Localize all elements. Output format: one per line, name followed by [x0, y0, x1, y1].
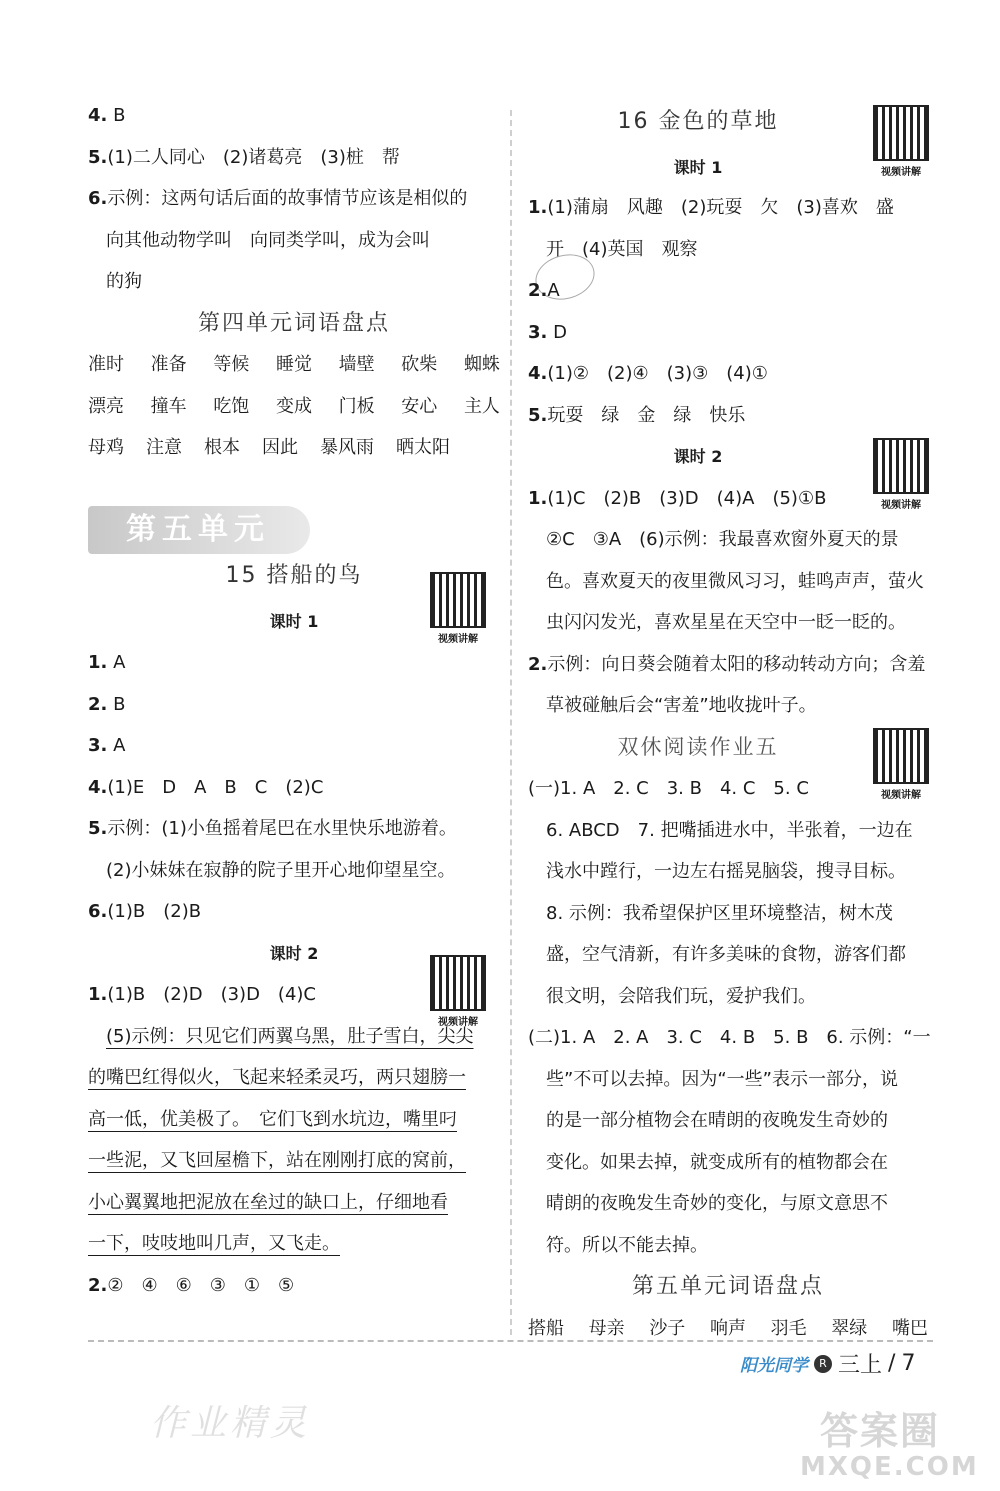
word: 睡觉	[275, 354, 312, 375]
word: 根本	[204, 437, 240, 458]
l16-ks1-answer-4: 4.(1)② (2)④ (3)③ (4)①	[528, 363, 768, 384]
word: 因此	[262, 437, 298, 458]
weekend-part2-line1: (二)1. A 2. A 3. C 4. B 5. B 6. 示例：“一	[528, 1027, 931, 1048]
unit4-words-row3	[88, 427, 500, 469]
l15-ks2-answer-1-line5: 一些泥，又飞回屋檐下，站在刚刚打底的窝前，	[88, 1150, 466, 1171]
page-separator: /	[888, 1351, 896, 1376]
weekend-part2-line4: 变化。如果去掉，就变成所有的植物都会在	[546, 1151, 888, 1173]
lesson15-ks1-label: 课时 1	[269, 611, 319, 631]
unit4-words-title: 第四单元词语盘点	[197, 310, 390, 336]
l15-ks1-answer-4: 4.(1)E D A B C (2)C	[88, 776, 324, 798]
l16-ks1-answer-5: 5.玩耍 绿 金 绿 快乐	[528, 404, 746, 426]
lesson16-ks2-label: 课时 2	[673, 447, 723, 466]
word: 砍柴	[401, 354, 438, 375]
l15-ks1-answer-1: 1. A	[88, 652, 126, 673]
l15-ks1-answer-5-line2: (2)小妹妹在寂静的院子里开心地仰望星空。	[106, 859, 456, 881]
word: 注意	[146, 437, 182, 458]
l16-ks2-answer-2-line2: 草被碰触后会“害羞”地收拢叶子。	[546, 695, 817, 716]
page-number: 7	[901, 1351, 916, 1376]
word: 漂亮	[88, 395, 124, 417]
weekend-part1-line1: (一)1. A 2. C 3. B 4. C 5. C	[528, 778, 809, 799]
word: 变成	[275, 395, 312, 417]
word: 蜘蛛	[463, 354, 500, 375]
unit5-words-row1	[528, 1308, 928, 1350]
footer-divider	[88, 1340, 933, 1342]
l15-ks2-answer-1-line2: (5)示例：只见它们两翼乌黑，肚子雪白，尖尖	[106, 1025, 474, 1047]
answer-4: 4. B	[88, 105, 126, 126]
l15-ks1-answer-5: 5.示例：(1)小鱼摇着尾巴在水里快乐地游着。	[88, 818, 457, 839]
right-column	[528, 95, 931, 1349]
word: 撞车	[150, 395, 187, 417]
word: 母亲	[588, 1317, 625, 1339]
lesson16-title: 16 金色的草地	[617, 109, 779, 134]
word: 门板	[338, 395, 375, 417]
watermark-daanquan: 答案圈	[820, 1409, 941, 1453]
l15-ks1-answer-6: 6.(1)B (2)B	[88, 901, 202, 922]
left-column	[88, 95, 500, 1306]
word: 羽毛	[770, 1317, 807, 1339]
unit5-words-title: 第五单元词语盘点	[631, 1274, 824, 1299]
l15-ks2-answer-1-line6: 小心翼翼地把泥放在垒过的缺口上，仔细地看	[88, 1191, 448, 1213]
weekend-part1-line4: 8. 示例：我希望保护区里环境整洁，树木茂	[546, 902, 893, 924]
l15-ks1-answer-2: 2. B	[88, 693, 126, 715]
l16-ks2-answer-1-line3: 色。喜欢夏天的夜里微风习习，蛙鸣声声，萤火	[546, 570, 924, 592]
brand-logo: 阳光同学	[740, 1356, 808, 1376]
l15-ks2-answer-2: 2.② ④ ⑥ ③ ① ⑤	[88, 1274, 295, 1296]
weekend-part1-line3: 浅水中蹚行，一边左右摇晃脑袋，搜寻目标。	[546, 861, 906, 882]
word: 晒太阳	[396, 437, 450, 458]
weekend-part2-line2: 些”不可以去掉。因为“一些”表示一部分，说	[546, 1068, 898, 1090]
l16-ks1-answer-3: 3. D	[528, 321, 567, 343]
answer-6: 6.示例：这两句话后面的故事情节应该是相似的	[88, 188, 468, 209]
qr-caption: 视频讲解	[881, 167, 921, 178]
weekend-part2-line6: 符。所以不能去掉。	[546, 1234, 708, 1256]
word: 吃饱	[213, 395, 250, 417]
l16-ks2-answer-1: 1.(1)C (2)B (3)D (4)A (5)①B	[528, 487, 827, 509]
l16-ks1-answer-1: 1.(1)蒲扇 风趣 (2)玩耍 欠 (3)喜欢 盛	[528, 197, 894, 218]
watermark-url: MXQE.COM	[800, 1452, 979, 1482]
qr-caption: 视频讲解	[881, 500, 921, 511]
l15-ks1-answer-3: 3. A	[88, 735, 126, 756]
l16-ks1-answer-1-line2: 开 (4)英国 观察	[546, 238, 698, 260]
word: 等候	[213, 354, 250, 375]
l15-ks2-answer-1-line4: 高一低，优美极了。 它们飞到水坑边，嘴里叼	[88, 1108, 457, 1130]
l16-ks2-answer-1-line4: 虫闪闪发光，喜欢星星在天空中一眨一眨的。	[546, 612, 906, 633]
weekend-part1-line5: 盛，空气清新，有许多美味的食物，游客们都	[546, 944, 906, 965]
word: 搭船	[528, 1317, 564, 1339]
grade-label: 三上	[838, 1353, 883, 1378]
l16-ks2-answer-1-line2: ②C ③A (6)示例：我最喜欢窗外夏天的景	[546, 529, 899, 550]
footer-brand	[740, 1348, 915, 1379]
edition-badge-icon: R	[814, 1355, 832, 1373]
lesson15-ks2-qr[interactable]	[425, 955, 491, 1028]
weekend-part2-line5: 晴朗的夜晚发生奇妙的变化，与原文意思不	[546, 1193, 888, 1214]
qr-caption: 视频讲解	[438, 1017, 478, 1028]
weekend-part1-line2: 6. ABCD 7. 把嘴插进水中，半张着，一边在	[546, 819, 913, 841]
word: 准备	[150, 354, 187, 375]
l16-ks2-answer-2: 2.示例：向日葵会随着太阳的移动转动方向；含羞	[528, 653, 926, 675]
lesson16-ks1-label: 课时 1	[673, 158, 723, 177]
word: 安心	[401, 395, 438, 417]
column-divider	[510, 110, 512, 1335]
weekend-title: 双休阅读作业五	[617, 734, 779, 759]
lesson15-title: 15 搭船的鸟	[225, 562, 363, 588]
lesson15-ks2-label: 课时 2	[269, 943, 319, 963]
l15-ks2-answer-1-line3: 的嘴巴红得似火，飞起来轻柔灵巧，两只翅膀一	[88, 1067, 466, 1088]
word: 准时	[88, 354, 124, 375]
answer-6-line3: 的狗	[106, 271, 142, 292]
weekend-part2-line3: 的是一部分植物会在晴朗的夜晚发生奇妙的	[546, 1110, 888, 1131]
answer-6-line2: 向其他动物学叫 向同类学叫，成为会叫	[106, 229, 430, 251]
lesson15-qr[interactable]	[425, 572, 491, 645]
word: 墙壁	[338, 354, 375, 375]
l15-ks2-answer-1-line7: 一下，吱吱地叫几声，又飞走。	[88, 1233, 340, 1254]
unit5-banner: 第五单元	[88, 506, 310, 554]
word: 沙子	[649, 1317, 686, 1339]
qr-code-icon	[430, 572, 486, 628]
qr-caption: 视频讲解	[881, 790, 921, 801]
word: 嘴巴	[891, 1317, 928, 1339]
answer-5: 5.(1)二人同心 (2)诸葛亮 (3)桩 帮	[88, 146, 400, 168]
word: 翠绿	[831, 1317, 868, 1339]
l15-ks2-answer-1: 1.(1)B (2)D (3)D (4)C	[88, 984, 317, 1005]
word: 主人	[463, 395, 500, 417]
qr-caption: 视频讲解	[438, 634, 478, 645]
word: 母鸡	[88, 437, 124, 458]
weekend-part1-line6: 很文明，会陪我们玩，爱护我们。	[546, 985, 816, 1007]
unit4-words-row1	[88, 344, 500, 386]
watermark-zuoye: 作业精灵	[150, 1403, 311, 1444]
unit4-words-row2	[88, 386, 500, 428]
qr-code-icon	[430, 955, 486, 1011]
l16-ks1-answer-2: 2.A	[528, 280, 560, 301]
word: 暴风雨	[320, 437, 374, 458]
word: 响声	[709, 1317, 746, 1339]
